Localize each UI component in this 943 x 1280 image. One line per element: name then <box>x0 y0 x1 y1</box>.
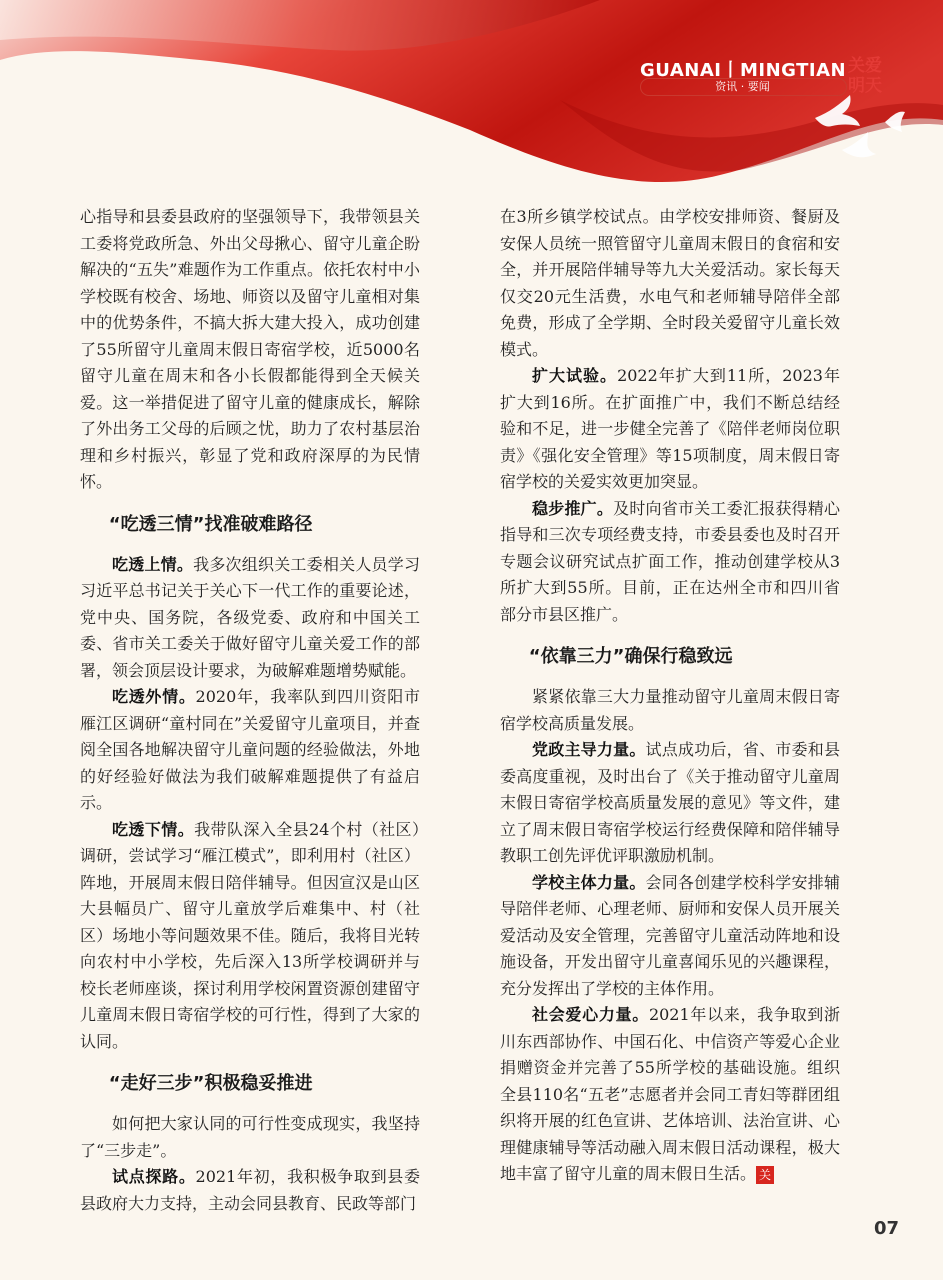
paragraph: 学校主体力量。会同各创建学校科学安排辅导陪伴老师、心理老师、厨师和安保人员开展关爱活动及安全管理，完善留守儿童活动阵地和设施设备，开发出留守儿童喜闻乐见的兴趣课程，充分发挥出了学校的主体作用。 <box>500 872 840 998</box>
paragraph: 试点探路。2021年初，我积极争取到县委县政府大力支持，主动会同县教育、民政等部门 <box>80 1167 420 1213</box>
left-column <box>80 204 420 1217</box>
section-heading: “依靠三力”确保行稳致远 <box>528 646 733 667</box>
paragraph-lead: 稳步推广。 <box>532 498 614 518</box>
right-column <box>500 204 840 1188</box>
paragraph-lead: 吃透下情。 <box>112 819 195 839</box>
paragraph: 吃透外情。2020年，我率队到四川资阳市雁江区调研“童村同在”关爱留守儿童项目，并查阅全国各地解决留守儿童问题的经验做法，外地的好经验好做法为我们破解难题提供了有益启示。 <box>80 687 420 812</box>
page-number: 07 <box>874 1218 900 1239</box>
paragraph-lead: 扩大试验。 <box>532 366 618 385</box>
paragraph: 稳步推广。及时向省市关工委汇报获得精心指导和三次专项经费支持，市委县委也及时召开专题会议研究试点扩面工作，推动创建学校从3所扩大到55所。目前，正在达州全市和四川省部分市县区推广。 <box>500 498 840 624</box>
paragraph-lead: 社会爱心力量。 <box>532 1005 649 1024</box>
paragraph: 如何把大家认同的可行性变成现实，我坚持了“三步走”。 <box>80 1114 420 1160</box>
paragraph-lead: 学校主体力量。 <box>532 872 646 892</box>
paragraph-lead: 党政主导力量。 <box>532 740 646 759</box>
paragraph: 在3所乡镇学校试点。由学校安排师资、餐厨及安保人员统一照管留守儿童周末假日的食宿和安全，并开展陪伴辅导等九大关爱活动。家长每天仅交20元生活费，水电气和老师辅导陪伴全部免费，形成了全学期、全时段关爱留守儿童长效模式。 <box>500 207 840 359</box>
paragraph: 紧紧依靠三大力量推动留守儿童周末假日寄宿学校高质量发展。 <box>500 687 840 733</box>
paragraph-lead: 吃透外情。 <box>112 687 196 706</box>
paragraph: 心指导和县委县政府的坚强领导下，我带领县关工委将党政所急、外出父母揪心、留守儿童企盼解决的“五失”难题作为工作重点。依托农村中小学校既有校舍、场地、师资以及留守儿童相对集中的优势条件，不搞大拆大建大投入，成功创建了55所留守儿童周末假日寄宿学校，近5000名留守儿童在周末和各小长假都能得到全天候关爱。这一举措促进了留守儿童的健康成长，解除了外出务工父母的后顾之忧，助力了农村基层治理和乡村振兴，彰显了党和政府深厚的为民情怀。 <box>80 207 420 491</box>
section-heading: “吃透三情”找准破难路径 <box>108 513 313 535</box>
paragraph: 社会爱心力量。2021年以来，我争取到浙川东西部协作、中国石化、中信资产等爱心企业捐赠资金并完善了55所学校的基础设施。组织全县110名“五老”志愿者并会同工青妇等群团组织将开展的红色宣讲、艺体培训、法治宣讲、心理健康辅导等活动融入周末假日活动课程，极大地丰富了留守儿童的周末假日生活。 关 <box>500 1005 840 1183</box>
paragraph-lead: 吃透上情。 <box>112 554 194 574</box>
paragraph: 吃透下情。我带队深入全县24个村（社区）调研，尝试学习“雁江模式”，即利用村（社区）阵地，开展周末假日陪伴辅导。但因宣汉是山区大县幅员广、留守儿童放学后难集中、村（社区）场地小等问题效果不佳。随后，我将目光转向农村中小学校，先后深入13所学校调研并与校长老师座谈，探讨利用学校闲置资源创建留守儿童周末假日寄宿学校的可行性，得到了大家的认同。 <box>80 819 420 1051</box>
section-name: 资讯 · 要闻 <box>715 80 770 93</box>
paragraph: 吃透上情。我多次组织关工委相关人员学习习近平总书记关于关心下一代工作的重要论述，党中央、国务院，各级党委、政府和中国关工委、省市关工委关于做好留守儿童关爱工作的部署，领会顶层设计要求，为破解难题增势赋能。 <box>80 554 420 680</box>
section-heading: “走好三步”积极稳妥推进 <box>108 1073 313 1094</box>
magazine-pinyin-title: GUANAI丨MINGTIAN <box>640 60 847 81</box>
article-end-icon: 关 <box>756 1166 774 1184</box>
paragraph: 党政主导力量。试点成功后，省、市委和县委高度重视，及时出台了《关于推动留守儿童周末假日寄宿学校高质量发展的意见》等文件，建立了周末假日寄宿学校运行经费保障和陪伴辅导教职工创先评优评职激励机制。 <box>500 740 840 865</box>
paragraph-lead: 试点探路。 <box>112 1167 196 1186</box>
paragraph: 扩大试验。2022年扩大到11所，2023年扩大到16所。在扩面推广中，我们不断总结经验和不足，进一步健全完善了《陪伴老师岗位职责》《强化安全管理》等15项制度，周末假日寄宿学校的关爱实效更加突显。 <box>500 366 840 491</box>
magazine-brand: 关爱 明天 <box>848 56 882 96</box>
